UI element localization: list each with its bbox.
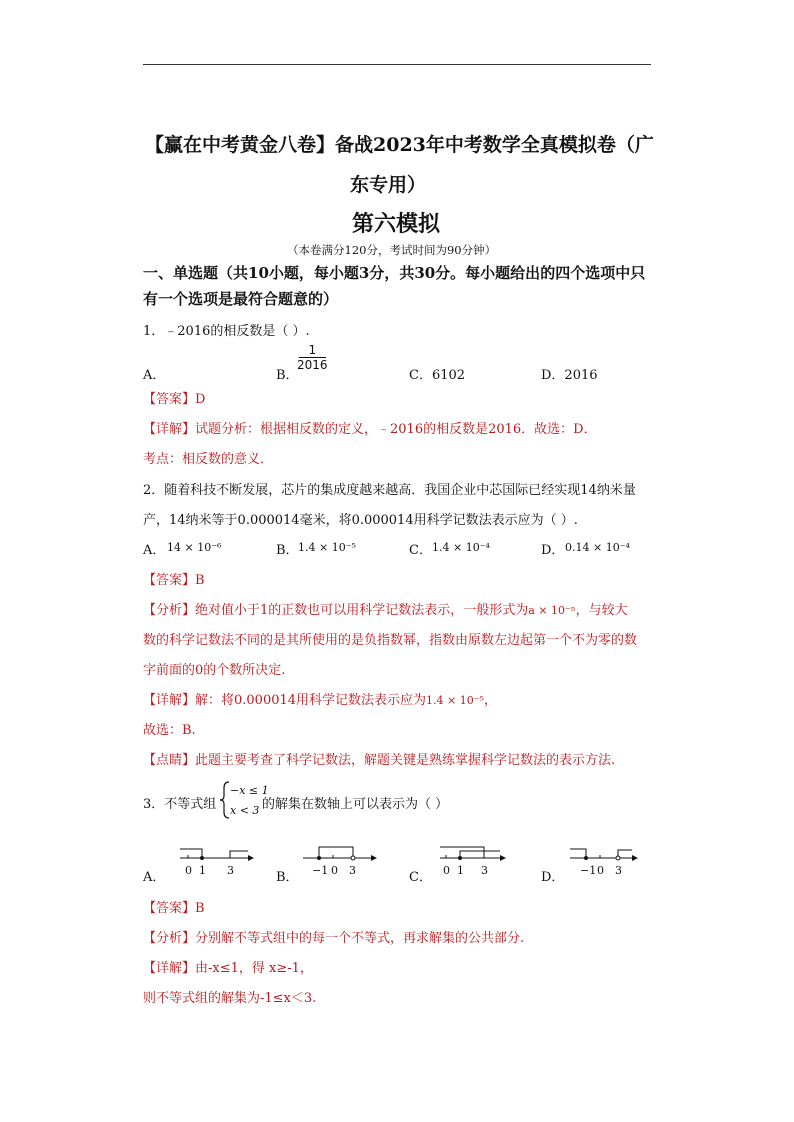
q3-c-tick-0: 0 <box>443 864 450 877</box>
q2-option-c-value: 1.4 × 10⁻⁴ <box>432 541 490 554</box>
q3-option-b-label: B． <box>276 870 299 885</box>
q2-answer: 【答案】B <box>143 573 205 588</box>
q2-option-a-label: A． <box>143 543 166 558</box>
section-heading-line1: 一、单选题（共10小题，每小题3分，共30分。每小题给出的四个选项中只 <box>143 264 646 282</box>
q2-analysis-text: 【分析】绝对值小于1的正数也可以用科学记数法表示，一般形式为 <box>143 603 529 618</box>
q2-choose: 故选：B. <box>143 723 196 738</box>
q3-answer: 【答案】B <box>143 901 205 916</box>
q2-analysis-text-end: ，与较大 <box>575 603 628 618</box>
q2-stem-line1: 2．随着科技不断发展，芯片的集成度越来越高．我国企业中芯国际已经实现14纳米量 <box>143 483 636 498</box>
q1-option-b-label: B． <box>276 368 299 383</box>
q3-stem-end: 的解集在数轴上可以表示为（ ） <box>262 797 449 812</box>
q3-conclusion: 则不等式组的解集为-1≤x＜3. <box>143 991 317 1006</box>
q1-explain: 【详解】试题分析：根据相反数的定义，﹣2016的相反数是2016．故选：D． <box>143 422 597 437</box>
q1-option-a: A． <box>143 368 166 383</box>
q3-option-c-numberline <box>438 843 506 865</box>
q2-option-c-label: C． <box>409 543 432 558</box>
q1-option-c: C．6102 <box>409 368 466 383</box>
q1-kaodian: 考点：相反数的意义． <box>143 452 274 467</box>
q3-a-tick-1: 1 <box>199 864 206 877</box>
q3-stem-start: 3．不等式组 <box>143 797 217 812</box>
q2-analysis-line1 <box>143 599 628 618</box>
q2-analysis-formula: a × 10⁻ⁿ <box>528 604 576 617</box>
q2-explain-comma: ， <box>483 693 497 708</box>
q3-option-d-numberline <box>568 845 638 865</box>
q2-option-a-value: 14 × 10⁻⁶ <box>167 541 222 554</box>
q2-dianjing: 【点睛】此题主要考查了科学记数法，解题关键是熟练掌握科学记数法的表示方法. <box>143 753 616 768</box>
q1-answer: 【答案】D <box>143 392 206 407</box>
q2-stem-line2: 产，14纳米等于0.000014毫米，将0.000014用科学记数法表示应为（ ）. <box>143 513 578 528</box>
q3-c-tick-3: 3 <box>481 864 488 877</box>
doc-title-line2: 东专用） <box>350 174 427 196</box>
q3-inequality-1: −x ≤ 1 <box>230 784 269 797</box>
q3-d-tick-neg1: −1 <box>580 864 597 877</box>
q2-analysis-line3: 字前面的0的个数所决定. <box>143 663 286 678</box>
doc-title-line1: 【赢在中考黄金八卷】备战2023年中考数学全真模拟卷（广 <box>145 134 654 156</box>
q2-analysis-line2: 数的科学记数法不同的是其所使用的是负指数幂，指数由原数左边起第一个不为零的数 <box>143 633 638 648</box>
q2-explain <box>143 689 497 708</box>
q2-option-d-value: 0.14 × 10⁻⁴ <box>565 541 630 554</box>
section-heading-line2: 有一个选项是最符合题意的） <box>143 290 339 308</box>
fraction-numerator: 1 <box>308 343 317 357</box>
q3-b-tick-neg1: −1 <box>312 864 329 877</box>
q3-option-a-label: A． <box>143 870 166 885</box>
exam-note: （本卷满分120分，考试时间为90分钟） <box>287 243 497 257</box>
q3-option-a-numberline <box>178 845 254 865</box>
q3-d-tick-3: 3 <box>615 864 622 877</box>
q3-a-tick-0: 0 <box>185 864 192 877</box>
q3-c-tick-1: 1 <box>457 864 464 877</box>
q3-explain: 【详解】由-x≤1，得 x≥-1， <box>143 961 313 976</box>
doc-subtitle: 第六模拟 <box>352 211 441 237</box>
q3-b-tick-3: 3 <box>349 864 356 877</box>
q2-explain-formula: 1.4 × 10⁻⁵ <box>426 694 484 707</box>
q3-option-c-label: C． <box>409 870 432 885</box>
q2-option-b-value: 1.4 × 10⁻⁵ <box>298 541 356 554</box>
fraction-denominator: 2016 <box>297 358 328 372</box>
q3-option-b-numberline <box>301 843 377 865</box>
header-rule <box>143 64 651 65</box>
q3-inequality-2: x < 3 <box>230 804 260 817</box>
q2-option-d-label: D． <box>541 543 565 558</box>
q2-option-b-label: B． <box>276 543 299 558</box>
q2-explain-text: 【详解】解：将0.000014用科学记数法表示应为 <box>143 693 427 708</box>
q3-d-tick-0: 0 <box>597 864 604 877</box>
q3-option-d-label: D． <box>541 870 565 885</box>
q3-b-tick-0: 0 <box>331 864 338 877</box>
q3-analysis: 【分析】分别解不等式组中的每一个不等式，再求解集的公共部分. <box>143 931 525 946</box>
q1-option-d: D．2016 <box>541 368 598 383</box>
q1-option-b-fraction <box>297 343 328 372</box>
q3-a-tick-3: 3 <box>227 864 234 877</box>
q1-stem: 1．﹣2016的相反数是（ ）. <box>143 324 310 339</box>
